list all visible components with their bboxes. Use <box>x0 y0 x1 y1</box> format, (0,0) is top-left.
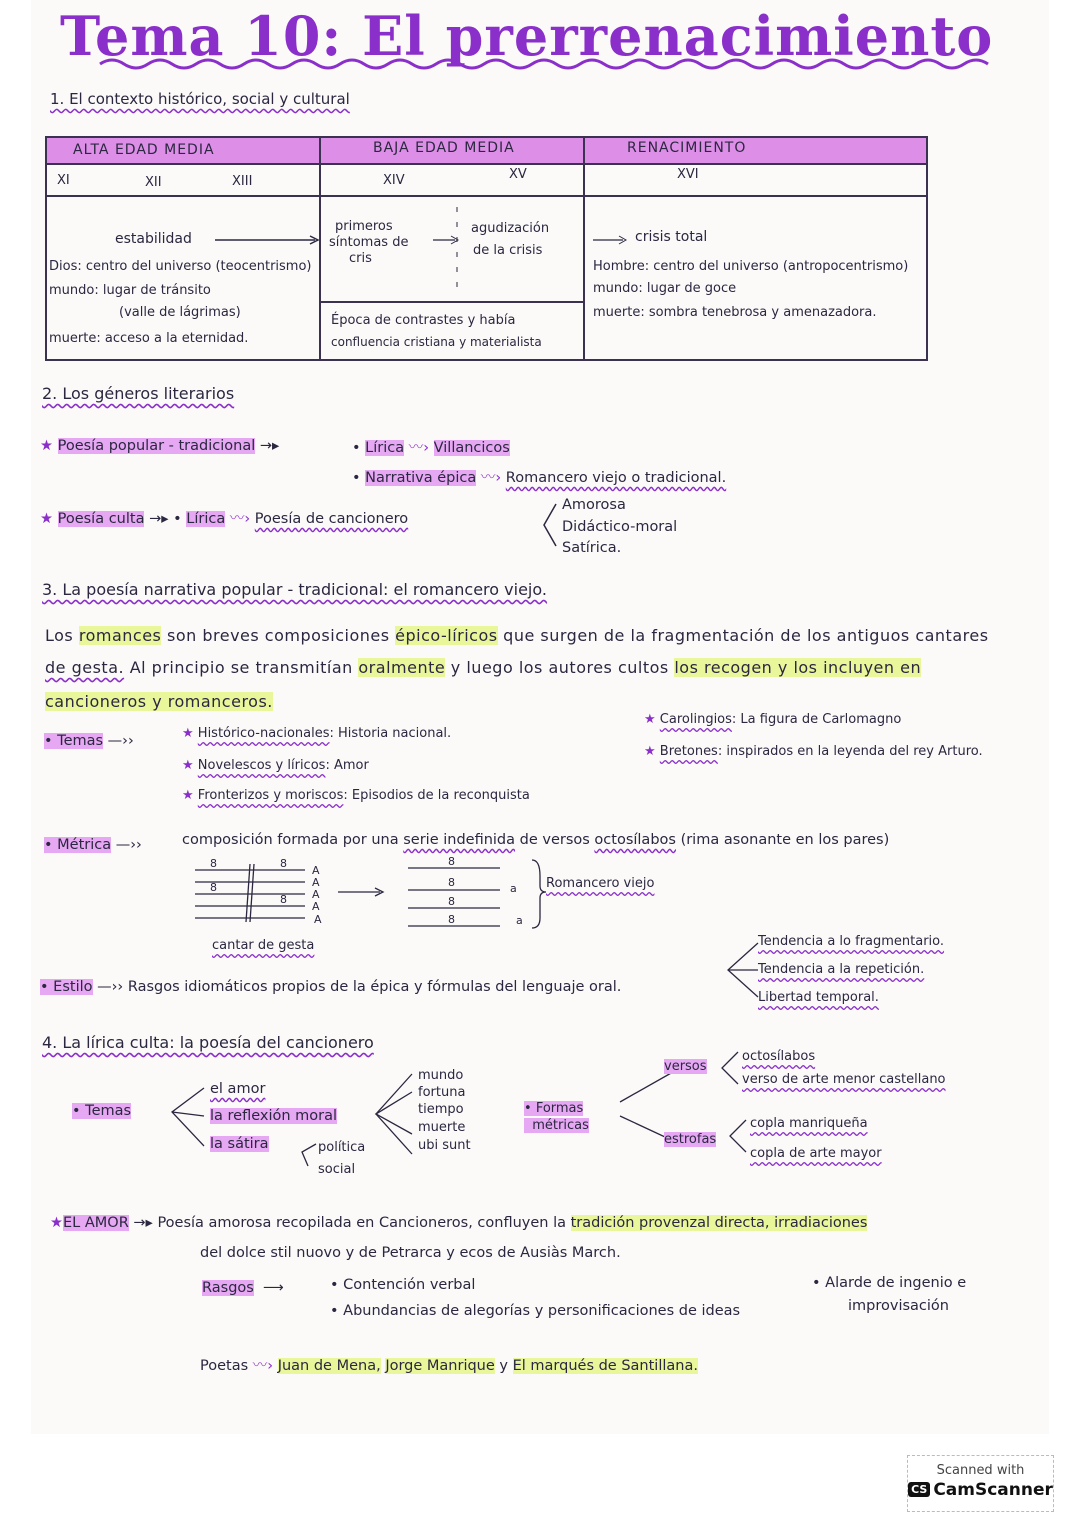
cancionero-type: Didáctico-moral <box>562 519 678 535</box>
page-title: Tema 10: El prerrenacimiento <box>60 4 994 68</box>
cancionero-type: Amorosa <box>562 497 626 513</box>
satira-item: social <box>318 1162 356 1177</box>
camscanner-logo-icon: CS <box>908 1482 930 1497</box>
rasgos-label: Rasgos ⟶ <box>202 1280 284 1296</box>
reflexion-item: tiempo <box>418 1102 464 1117</box>
cantar-de-gesta-label: cantar de gesta <box>212 938 315 953</box>
estrofas-item: copla manriqueña <box>750 1116 868 1131</box>
period-alta: ALTA EDAD MEDIA <box>73 142 215 158</box>
versos-item: octosílabos <box>742 1049 816 1064</box>
meter-rhyme: a <box>510 882 517 895</box>
baja-primeros: primeros <box>335 219 393 234</box>
genre-culta: ★ Poesía culta →▸ • Lírica 〰› Poesía de cancionero <box>40 511 409 527</box>
baja-epoca: Época de contrastes y había <box>331 313 516 328</box>
alarde-text: improvisación <box>848 1298 949 1314</box>
alarde-text: • Alarde de ingenio e <box>812 1275 967 1291</box>
estrofas-item: copla de arte mayor <box>750 1146 882 1161</box>
bracket-icon <box>726 1116 750 1156</box>
baja-cris: cris <box>349 251 372 266</box>
century-xii: XII <box>145 175 162 190</box>
temas-label: • Temas —›› <box>44 733 134 749</box>
romance-paragraph-line3: cancioneros y romanceros. <box>45 692 273 711</box>
ren-hombre: Hombre: centro del universo (antropocentrismo) <box>593 259 909 274</box>
popular-lirica: • Lírica 〰› Villancicos <box>352 440 510 456</box>
baja-agudizacion: agudización <box>471 221 550 236</box>
century-xiii: XIII <box>232 174 253 189</box>
section-2-heading: 2. Los géneros literarios <box>42 384 235 403</box>
estilo-item: Tendencia a lo fragmentario. <box>758 934 945 949</box>
meter-rhyme: A <box>312 888 320 901</box>
meter-rhyme: A <box>312 900 320 913</box>
estilo-item: Libertad temporal. <box>758 990 879 1005</box>
bracket-icon <box>540 500 560 550</box>
section-3-heading: 3. La poesía narrativa popular - tradicional: el romancero viejo. <box>42 580 547 599</box>
century-xvi: XVI <box>677 167 699 182</box>
title-underline <box>40 52 1000 82</box>
section-1-heading: 1. El contexto histórico, social y cultural <box>50 90 350 108</box>
reflexion-item: fortuna <box>418 1085 466 1100</box>
history-table <box>45 136 928 361</box>
bracket-icon <box>298 1140 318 1170</box>
century-xiv: XIV <box>383 173 405 188</box>
popular-narrativa: • Narrativa épica 〰› Romancero viejo o tradicional. <box>352 470 727 486</box>
tema-bretones: ★ Bretones: inspirados en la leyenda del rey Arturo. <box>644 744 983 759</box>
branch-arrows-icon <box>168 1082 208 1162</box>
estilo-label: • Estilo —›› Rasgos idiomáticos propios de la épica y fórmulas del lenguaje oral. <box>40 979 622 995</box>
meter-syllables: 8 <box>210 857 217 870</box>
meter-syllables: 8 <box>448 913 455 926</box>
meter-syllables: 8 <box>448 895 455 908</box>
reflexion-item: ubi sunt <box>418 1138 471 1153</box>
metrica-label: • Métrica —›› <box>44 837 142 853</box>
rasgos-item: • Contención verbal <box>330 1277 476 1293</box>
branch-arrows-icon <box>722 940 762 1000</box>
cancionero-type: Satírica. <box>562 540 622 556</box>
arrow-icon <box>215 235 325 245</box>
metrica-text: composición formada por una serie indefinida de versos octosílabos (rima asonante en los pares) <box>182 832 890 848</box>
alta-muerte: muerte: acceso a la eternidad. <box>49 331 249 346</box>
meter-syllables: 8 <box>210 881 217 894</box>
alta-mundo-valle: (valle de lágrimas) <box>119 305 241 320</box>
poetas-line: Poetas 〰› Juan de Mena, Jorge Manrique y El marqués de Santillana. <box>200 1358 698 1374</box>
meter-syllables: 8 <box>448 855 455 868</box>
meter-rhyme: A <box>312 876 320 889</box>
estilo-item: Tendencia a la repetición. <box>758 962 925 977</box>
estrofas-label: estrofas <box>664 1132 717 1147</box>
tema-carolingios: ★ Carolingios: La figura de Carlomagno <box>644 712 902 727</box>
bracket-icon <box>372 1070 416 1160</box>
alta-dios: Dios: centro del universo (teocentrismo) <box>49 259 312 274</box>
rasgos-item: • Abundancias de alegorías y personificaciones de ideas <box>330 1303 741 1319</box>
meter-rhyme: A <box>314 913 322 926</box>
meter-rhyme: A <box>312 864 320 877</box>
romance-paragraph-line1: Los romances son breves composiciones épico-líricos que surgen de la fragmentación de los antiguos cantares <box>45 626 989 645</box>
camscanner-watermark: Scanned with CS CamScanner <box>907 1455 1054 1512</box>
baja-sintomas: síntomas de <box>329 235 409 250</box>
arrow-icon <box>593 235 633 245</box>
tema-reflexion: la reflexión moral <box>210 1108 338 1124</box>
alta-estabilidad: estabilidad <box>115 231 192 247</box>
bracket-icon <box>718 1048 742 1088</box>
genre-popular: ★ Poesía popular - tradicional →▸ <box>40 438 280 454</box>
romance-paragraph-line2: de gesta. Al principio se transmitían oralmente y luego los autores cultos los recogen y los incluyen en <box>45 658 922 677</box>
ren-crisis: crisis total <box>635 229 708 245</box>
ren-muerte: muerte: sombra tenebrosa y amenazadora. <box>593 305 877 320</box>
baja-crisis: de la crisis <box>473 243 543 258</box>
versos-item: verso de arte menor castellano <box>742 1072 946 1087</box>
reflexion-item: muerte <box>418 1120 466 1135</box>
period-baja: BAJA EDAD MEDIA <box>373 140 515 156</box>
tema-historico: ★ Histórico-nacionales: Historia nacional. <box>182 726 452 741</box>
versos-label: versos <box>664 1059 707 1074</box>
reflexion-item: mundo <box>418 1068 464 1083</box>
satira-item: política <box>318 1140 366 1155</box>
meter-syllables: 8 <box>280 857 287 870</box>
el-amor-line1: ★EL AMOR →▸ Poesía amorosa recopilada en Cancioneros, confluyen la tradición provenzal directa, irradiaciones <box>50 1215 868 1231</box>
tema-amor: el amor <box>210 1081 266 1097</box>
meter-rhyme: a <box>516 914 523 927</box>
tema-fronterizos: ★ Fronterizos y moriscos: Episodios de la reconquista <box>182 788 530 803</box>
formas-metricas-label: • Formas métricas <box>524 1101 589 1133</box>
century-xi: XI <box>57 173 70 188</box>
ren-mundo: mundo: lugar de goce <box>593 281 737 296</box>
meter-syllables: 8 <box>448 876 455 889</box>
meter-syllables: 8 <box>280 893 287 906</box>
el-amor-line2: del dolce stil nuovo y de Petrarca y ecos de Ausiàs March. <box>200 1245 621 1261</box>
tema-satira: la sátira <box>210 1136 269 1152</box>
arrow-icon <box>433 235 463 245</box>
tema-novelescos: ★ Novelescos y líricos: Amor <box>182 758 369 773</box>
period-renacimiento: RENACIMIENTO <box>627 140 747 156</box>
century-xv: XV <box>509 167 527 182</box>
temas-4-label: • Temas <box>72 1103 132 1119</box>
meter-diagram <box>190 856 670 936</box>
alta-mundo: mundo: lugar de tránsito <box>49 283 211 298</box>
section-4-heading: 4. La lírica culta: la poesía del cancionero <box>42 1033 374 1052</box>
romancero-viejo-label: Romancero viejo <box>546 876 655 891</box>
baja-confluencia: confluencia cristiana y materialista <box>331 335 542 349</box>
